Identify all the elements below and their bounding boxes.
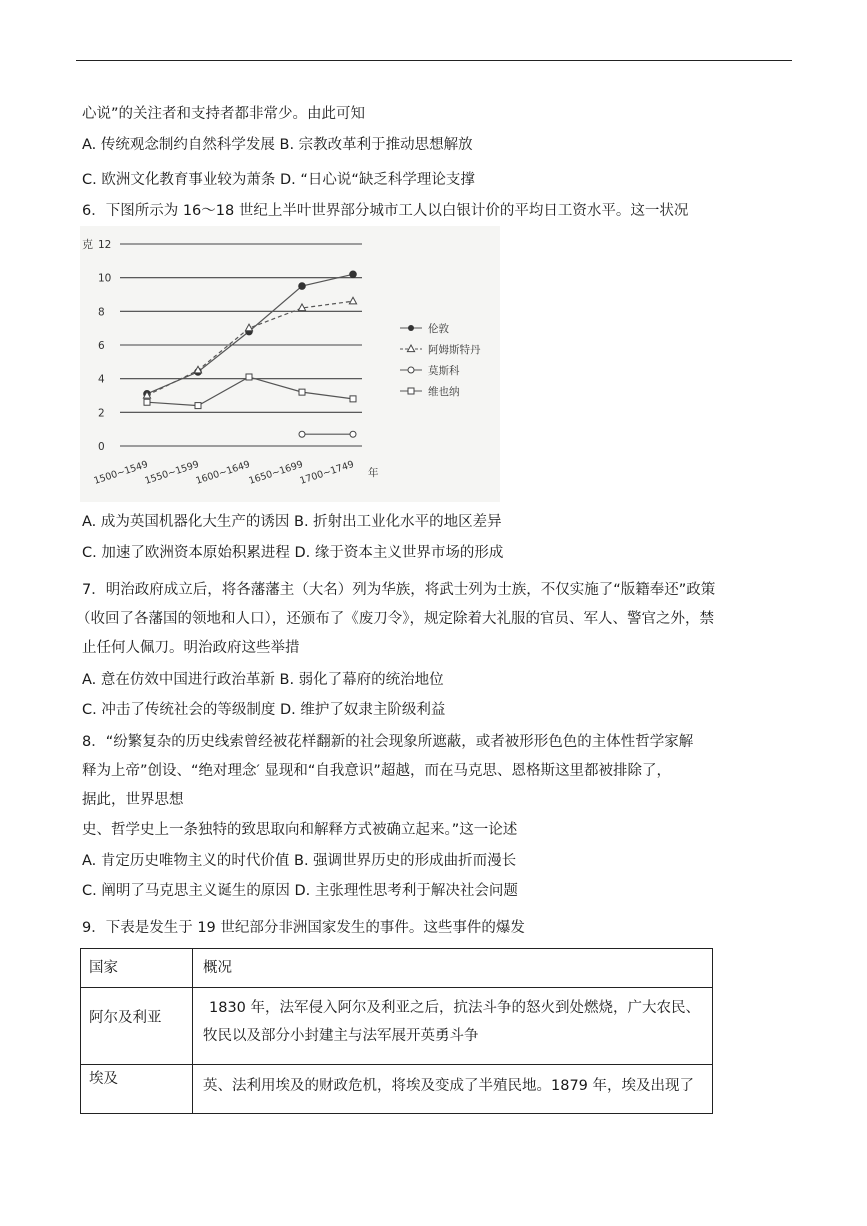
table-cell-country: 埃及	[81, 1065, 193, 1114]
data-point	[350, 396, 356, 402]
table-row	[81, 1065, 713, 1114]
y-axis-label: 克	[82, 238, 93, 251]
summary-line: 英、法利用埃及的财政危机，将埃及变成了半殖民地。1879 年，埃及出现了	[203, 1078, 695, 1094]
x-tick-label: 1500~1549	[92, 458, 150, 487]
x-axis-label: 年	[368, 467, 379, 479]
question-8-stem-3: 据此，世界思想	[82, 792, 184, 808]
chart-svg	[80, 226, 500, 502]
events-table	[80, 948, 713, 1114]
legend-marker	[408, 367, 414, 373]
table-row	[81, 988, 713, 1065]
question-8-stem-4: 史、哲学史上一条独特的致思取向和解释方式被确立起来。”这一论述	[82, 822, 518, 838]
series-line	[147, 301, 353, 395]
table-cell-summary	[193, 1065, 713, 1114]
legend-label: 维也纳	[428, 386, 460, 398]
question-5-options-ab: A. 传统观念制约自然科学发展 B. 宗教改革利于推动思想解放	[82, 137, 473, 153]
x-tick-label: 1600~1649	[194, 458, 252, 487]
data-point	[246, 374, 252, 380]
table-header-country: 国家	[81, 949, 193, 988]
question-7-options-cd: C. 冲击了传统社会的等级制度 D. 维护了奴隶主阶级利益	[82, 702, 446, 718]
question-8-stem-1: 8．“纷繁复杂的历史线索曾经被花样翻新的社会现象所遮蔽，或者被形形色色的主体性哲学家解	[82, 734, 694, 750]
y-tick-label: 8	[98, 306, 105, 319]
y-tick-label: 12	[98, 239, 112, 251]
legend-marker	[408, 388, 414, 394]
data-point	[299, 283, 306, 290]
y-tick-label: 2	[98, 407, 105, 420]
question-5-stem-end: 心说”的关注者和支持者都非常少。由此可知	[82, 106, 366, 122]
table-cell-summary	[193, 988, 713, 1065]
y-tick-label: 4	[98, 373, 105, 386]
data-point	[350, 431, 356, 437]
question-6-options-cd: C. 加速了欧洲资本原始积累进程 D. 缘于资本主义世界市场的形成	[82, 545, 504, 561]
question-6-options-ab: A. 成为英国机器化大生产的诱因 B. 折射出工业化水平的地区差异	[82, 514, 502, 530]
legend-marker	[408, 325, 414, 331]
legend-marker	[407, 345, 414, 352]
x-tick-label: 1650~1699	[247, 458, 305, 487]
data-point	[299, 389, 305, 395]
x-tick-label: 1550~1599	[143, 458, 201, 487]
summary-line: 牧民以及部分小封建主与法军展开英勇斗争	[203, 1028, 479, 1044]
header-rule	[76, 60, 792, 61]
legend-label: 伦敦	[428, 323, 449, 335]
y-tick-label: 0	[98, 441, 105, 453]
question-8-options-ab: A. 肯定历史唯物主义的时代价值 B. 强调世界历史的形成曲折而漫长	[82, 853, 517, 869]
legend-label: 阿姆斯特丹	[428, 344, 481, 356]
summary-line: 1830 年，法军侵入阿尔及利亚之后，抗法斗争的怒火到处燃烧，广大农民、	[209, 1000, 701, 1016]
question-5-options-cd: C. 欧洲文化教育事业较为萧条 D. “日心说“缺乏科学理论支撑	[82, 172, 475, 188]
question-8-options-cd: C. 阐明了马克思主义诞生的原因 D. 主张理性思考利于解决社会问题	[82, 883, 518, 899]
question-9-stem: 9．下表是发生于 19 世纪部分非洲国家发生的事件。这些事件的爆发	[82, 920, 525, 936]
x-tick-label: 1700~1749	[298, 458, 356, 487]
data-point	[195, 403, 201, 409]
question-8-stem-2: 释为上帝”创设、“绝对理念′ 显现和“自我意识”超越，而在马克思、恩格斯这里都被排除了，	[82, 763, 671, 779]
data-point	[144, 399, 150, 405]
table-cell-country: 阿尔及利亚	[81, 988, 193, 1065]
legend-label: 莫斯科	[428, 365, 460, 377]
question-7-options-ab: A. 意在仿效中国进行政治革新 B. 弱化了幕府的统治地位	[82, 672, 444, 688]
question-7-stem-3: 止任何人佩刀。明治政府这些举措	[82, 640, 300, 656]
question-6-stem: 6．下图所示为 16～18 世纪上半叶世界部分城市工人以白银计价的平均日工资水平。这一状况	[82, 203, 689, 219]
question-7-stem-2: （收回了各藩国的领地和人口），还颁布了《废刀令》，规定除着大礼服的官员、军人、警官之外，禁	[76, 611, 714, 627]
series-line	[147, 377, 353, 406]
data-point	[299, 431, 305, 437]
data-point	[245, 324, 252, 331]
table-header-row	[81, 949, 713, 988]
data-point	[350, 271, 357, 278]
data-point	[349, 297, 356, 304]
table-header-summary: 概况	[193, 949, 713, 988]
y-tick-label: 6	[98, 340, 105, 352]
y-tick-label: 10	[98, 272, 112, 285]
question-7-stem-1: 7．明治政府成立后，将各藩藩主（大名）列为华族，将武士列为士族，不仅实施了“版籍奉还”政策	[82, 582, 716, 598]
wage-line-chart	[80, 226, 500, 502]
